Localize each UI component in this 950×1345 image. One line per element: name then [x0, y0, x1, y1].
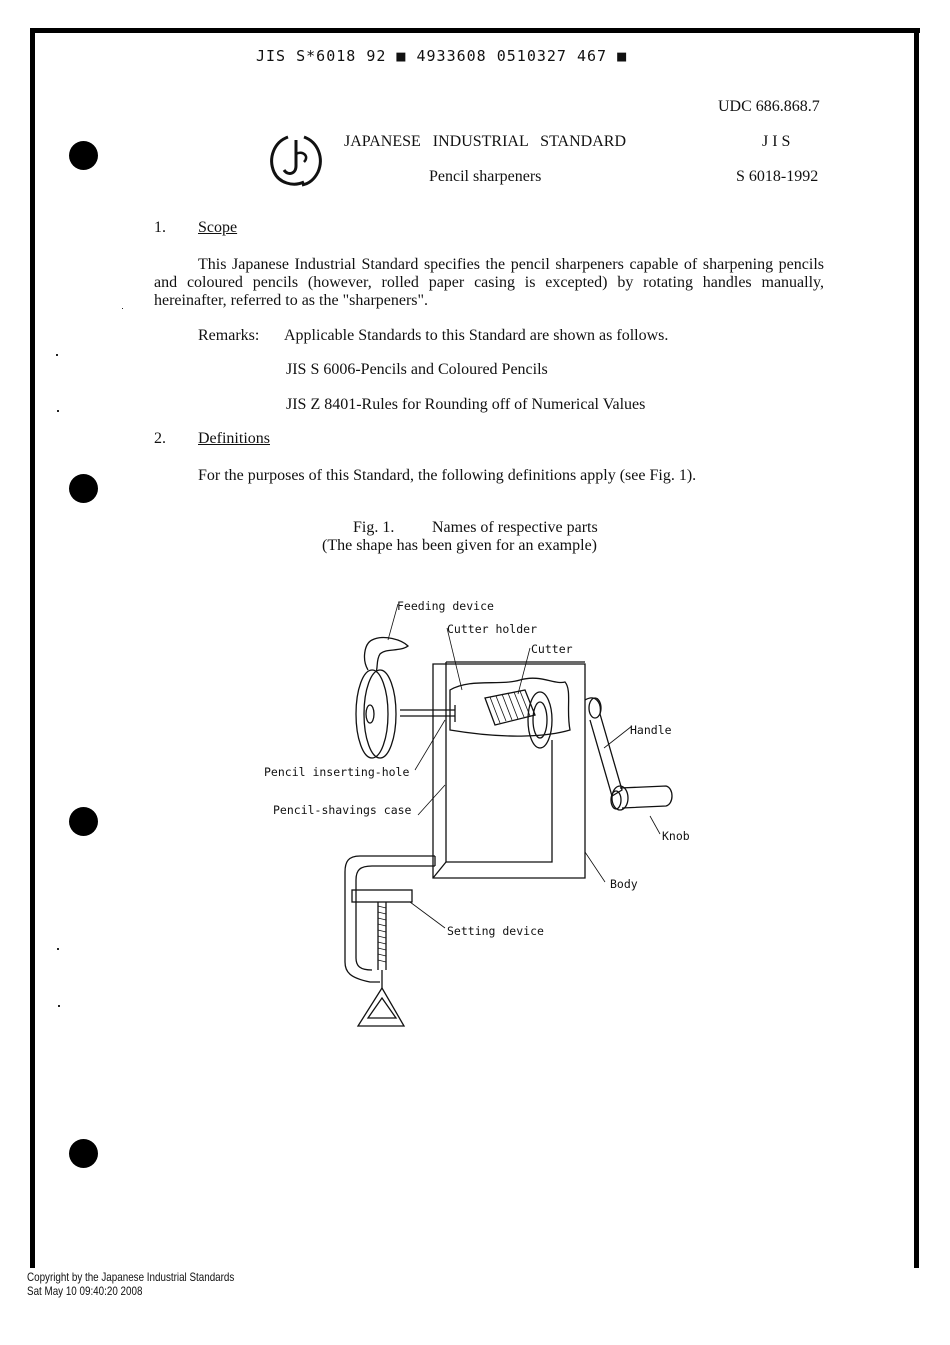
- label-setting-device: Setting device: [447, 924, 544, 938]
- standard-number: S 6018-1992: [736, 168, 819, 185]
- section-number: 2.: [154, 430, 166, 447]
- remarks-text: Applicable Standards to this Standard are shown as follows.: [284, 327, 669, 344]
- label-pencil-inserting-hole: Pencil inserting-hole: [264, 765, 410, 779]
- label-knob: Knob: [662, 829, 690, 843]
- binder-hole: [69, 474, 98, 503]
- feeding-device-grip: [365, 638, 408, 672]
- section-title: Scope: [198, 219, 238, 236]
- binder-hole: [69, 807, 98, 836]
- feeding-device-disc: [356, 670, 388, 758]
- handle-arm: [585, 698, 622, 796]
- label-feeding-device: Feeding device: [397, 599, 494, 613]
- jis-logo-icon: [266, 132, 326, 188]
- scan-speck: [57, 948, 59, 950]
- standard-subject: Pencil sharpeners: [429, 168, 542, 185]
- definitions-paragraph: For the purposes of this Standard, the following definitions apply (see Fig. 1).: [198, 467, 697, 484]
- setting-device-frame: [345, 856, 435, 982]
- header-code: JIS S*6018 92 ■ 4933608 0510327 467 ■: [256, 47, 628, 65]
- label-cutter: Cutter: [531, 642, 573, 656]
- label-handle: Handle: [630, 723, 672, 737]
- udc-number: UDC 686.868.7: [718, 98, 820, 115]
- scan-speck: [56, 354, 58, 356]
- reference-item: JIS Z 8401-Rules for Rounding off of Numerical Values: [286, 396, 646, 413]
- reference-item: JIS S 6006-Pencils and Coloured Pencils: [286, 361, 548, 378]
- binder-hole: [69, 141, 98, 170]
- footer-copyright: Copyright by the Japanese Industrial Standards: [27, 1270, 235, 1284]
- section-title: Definitions: [198, 430, 270, 447]
- page-frame-left: [30, 28, 35, 1268]
- binder-hole: [69, 1139, 98, 1168]
- scan-speck: [57, 410, 59, 412]
- page-frame-right: [914, 28, 919, 1268]
- figure-caption-number: Fig. 1.: [353, 519, 395, 536]
- label-body: Body: [610, 877, 638, 891]
- scope-paragraph: This Japanese Industrial Standard specifies the pencil sharpeners capable of sharpening pencils and coloured pencils (however, rolled paper casing is excepted) by rotating handles manually, hereinafter, referred to as the "sharpeners".: [154, 256, 824, 309]
- label-pencil-shavings-case: Pencil-shavings case: [273, 803, 412, 817]
- jis-label: J I S: [762, 133, 791, 150]
- scan-speck: [58, 1005, 60, 1007]
- figure-caption-note: (The shape has been given for an example): [322, 537, 597, 554]
- scan-speck: [122, 308, 123, 309]
- figure-caption-title: Names of respective parts: [432, 519, 598, 536]
- section-number: 1.: [154, 219, 166, 236]
- footer-timestamp: Sat May 10 09:40:20 2008: [27, 1284, 143, 1298]
- label-cutter-holder: Cutter holder: [447, 622, 538, 636]
- shavings-case-outline: [446, 662, 552, 862]
- remarks-label: Remarks:: [198, 327, 260, 344]
- clamp-wing-handle: [358, 988, 404, 1026]
- clamp-jaw: [352, 890, 412, 902]
- standard-title: JAPANESE INDUSTRIAL STANDARD: [344, 133, 626, 150]
- page-frame-top: [30, 28, 920, 33]
